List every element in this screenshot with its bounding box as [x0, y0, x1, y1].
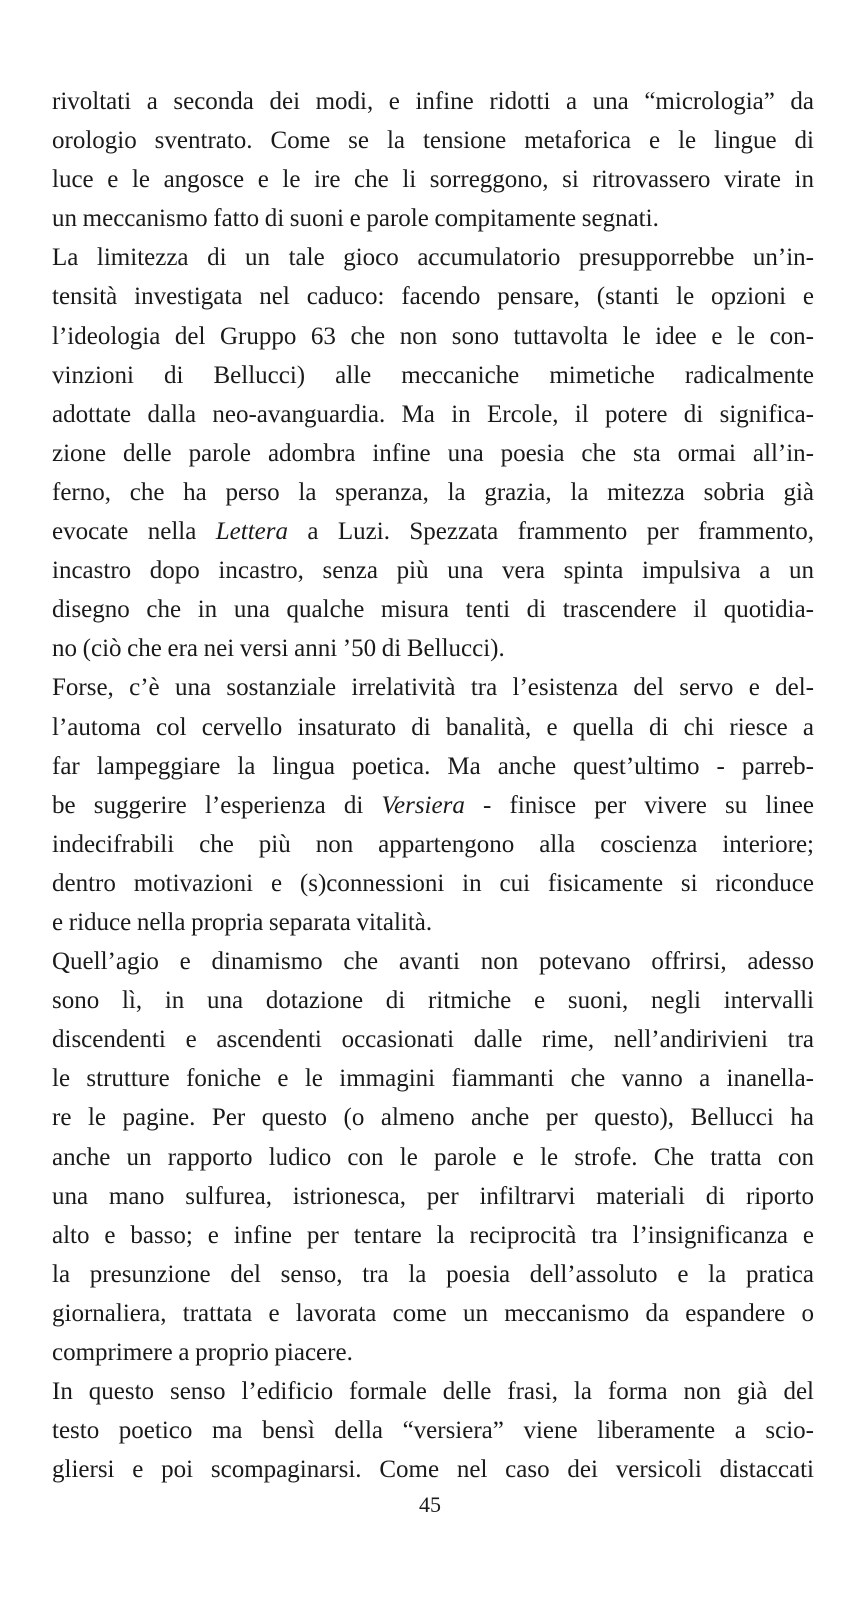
- italic-title: Versiera: [381, 791, 465, 819]
- text-line: le strutture foniche e le immagini fiammanti che vanno a inanella-: [52, 1065, 814, 1093]
- text-line: la presunzione del senso, tra la poesia dell’assoluto e la pratica: [52, 1260, 814, 1288]
- paragraph: [52, 1372, 814, 1489]
- text-line: l’automa col cervello insaturato di banalità, e quella di chi riesce a: [52, 713, 814, 741]
- text-line: Quell’agio e dinamismo che avanti non potevano offrirsi, adesso: [52, 948, 814, 976]
- text-line: tensità investigata nel caduco: facendo pensare, (stanti le opzioni e: [52, 283, 814, 311]
- text-line: alto e basso; e infine per tentare la reciprocità tra l’insignificanza e: [52, 1221, 814, 1249]
- paragraph: [52, 942, 814, 1372]
- paragraph: [52, 668, 814, 942]
- text-line: be suggerire l’esperienza di Versiera - finisce per vivere su linee: [52, 791, 815, 819]
- text-line: una mano sulfurea, istrionesca, per infiltrarvi materiali di riporto: [52, 1182, 814, 1210]
- text-line: un meccanismo fatto di suoni e parole compitamente segnati.: [52, 205, 659, 233]
- text-line: adottate dalla neo-avanguardia. Ma in Ercole, il potere di significa-: [52, 400, 814, 428]
- text-line: indecifrabili che più non appartengono alla coscienza interiore;: [52, 830, 814, 858]
- text-line: ferno, che ha perso la speranza, la grazia, la mitezza sobria già: [52, 478, 814, 506]
- text-line: vinzioni di Bellucci) alle meccaniche mimetiche radicalmente: [52, 361, 814, 389]
- text-line: giornaliera, trattata e lavorata come un meccanismo da espandere o: [52, 1299, 814, 1327]
- text-line: re le pagine. Per questo (o almeno anche per questo), Bellucci ha: [52, 1104, 814, 1132]
- text-line: anche un rapporto ludico con le parole e le strofe. Che tratta con: [52, 1143, 814, 1171]
- page-number: 45: [419, 1492, 441, 1517]
- paragraph: [52, 82, 814, 238]
- text-line: comprimere a proprio piacere.: [52, 1339, 353, 1366]
- text-line: evocate nella Lettera a Luzi. Spezzata frammento per frammento,: [52, 518, 814, 546]
- text-line: discendenti e ascendenti occasionati dalle rime, nell’andirivieni tra: [52, 1026, 814, 1054]
- text-line: rivoltati a seconda dei modi, e infine ridotti a una “micrologia” da: [52, 88, 814, 115]
- body-text: [52, 82, 814, 1489]
- text-line: disegno che in una qualche misura tenti di trascendere il quotidia-: [52, 596, 814, 624]
- text-line: La limitezza di un tale gioco accumulatorio presupporrebbe un’in-: [52, 244, 814, 272]
- text-line: incastro dopo incastro, senza più una vera spinta impulsiva a un: [52, 557, 814, 585]
- text-line: orologio sventrato. Come se la tensione metaforica e le lingue di: [52, 127, 814, 155]
- italic-title: Lettera: [215, 518, 288, 546]
- paragraph: [52, 238, 814, 668]
- text-line: l’ideologia del Gruppo 63 che non sono tuttavolta le idee e le con-: [52, 322, 814, 350]
- text-line: Forse, c’è una sostanziale irrelatività tra l’esistenza del servo e del-: [52, 674, 814, 702]
- text-line: sono lì, in una dotazione di ritmiche e suoni, negli intervalli: [52, 987, 814, 1015]
- text-line: gliersi e poi scompaginarsi. Come nel caso dei versicoli distaccati: [52, 1456, 814, 1484]
- text-line: luce e le angosce e le ire che li sorreggono, si ritrovassero virate in: [52, 166, 814, 194]
- text-line: far lampeggiare la lingua poetica. Ma anche quest’ultimo - parreb-: [52, 752, 814, 780]
- text-line: testo poetico ma bensì della “versiera” viene liberamente a scio-: [52, 1417, 814, 1445]
- text-line: dentro motivazioni e (s)connessioni in cui fisicamente si riconduce: [52, 869, 814, 897]
- text-line: zione delle parole adombra infine una poesia che sta ormai all’in-: [52, 439, 814, 467]
- text-line: e riduce nella propria separata vitalità.: [52, 908, 433, 936]
- text-line: no (ciò che era nei versi anni ’50 di Bellucci).: [52, 635, 505, 663]
- text-line: In questo senso l’edificio formale delle frasi, la forma non già del: [52, 1378, 814, 1406]
